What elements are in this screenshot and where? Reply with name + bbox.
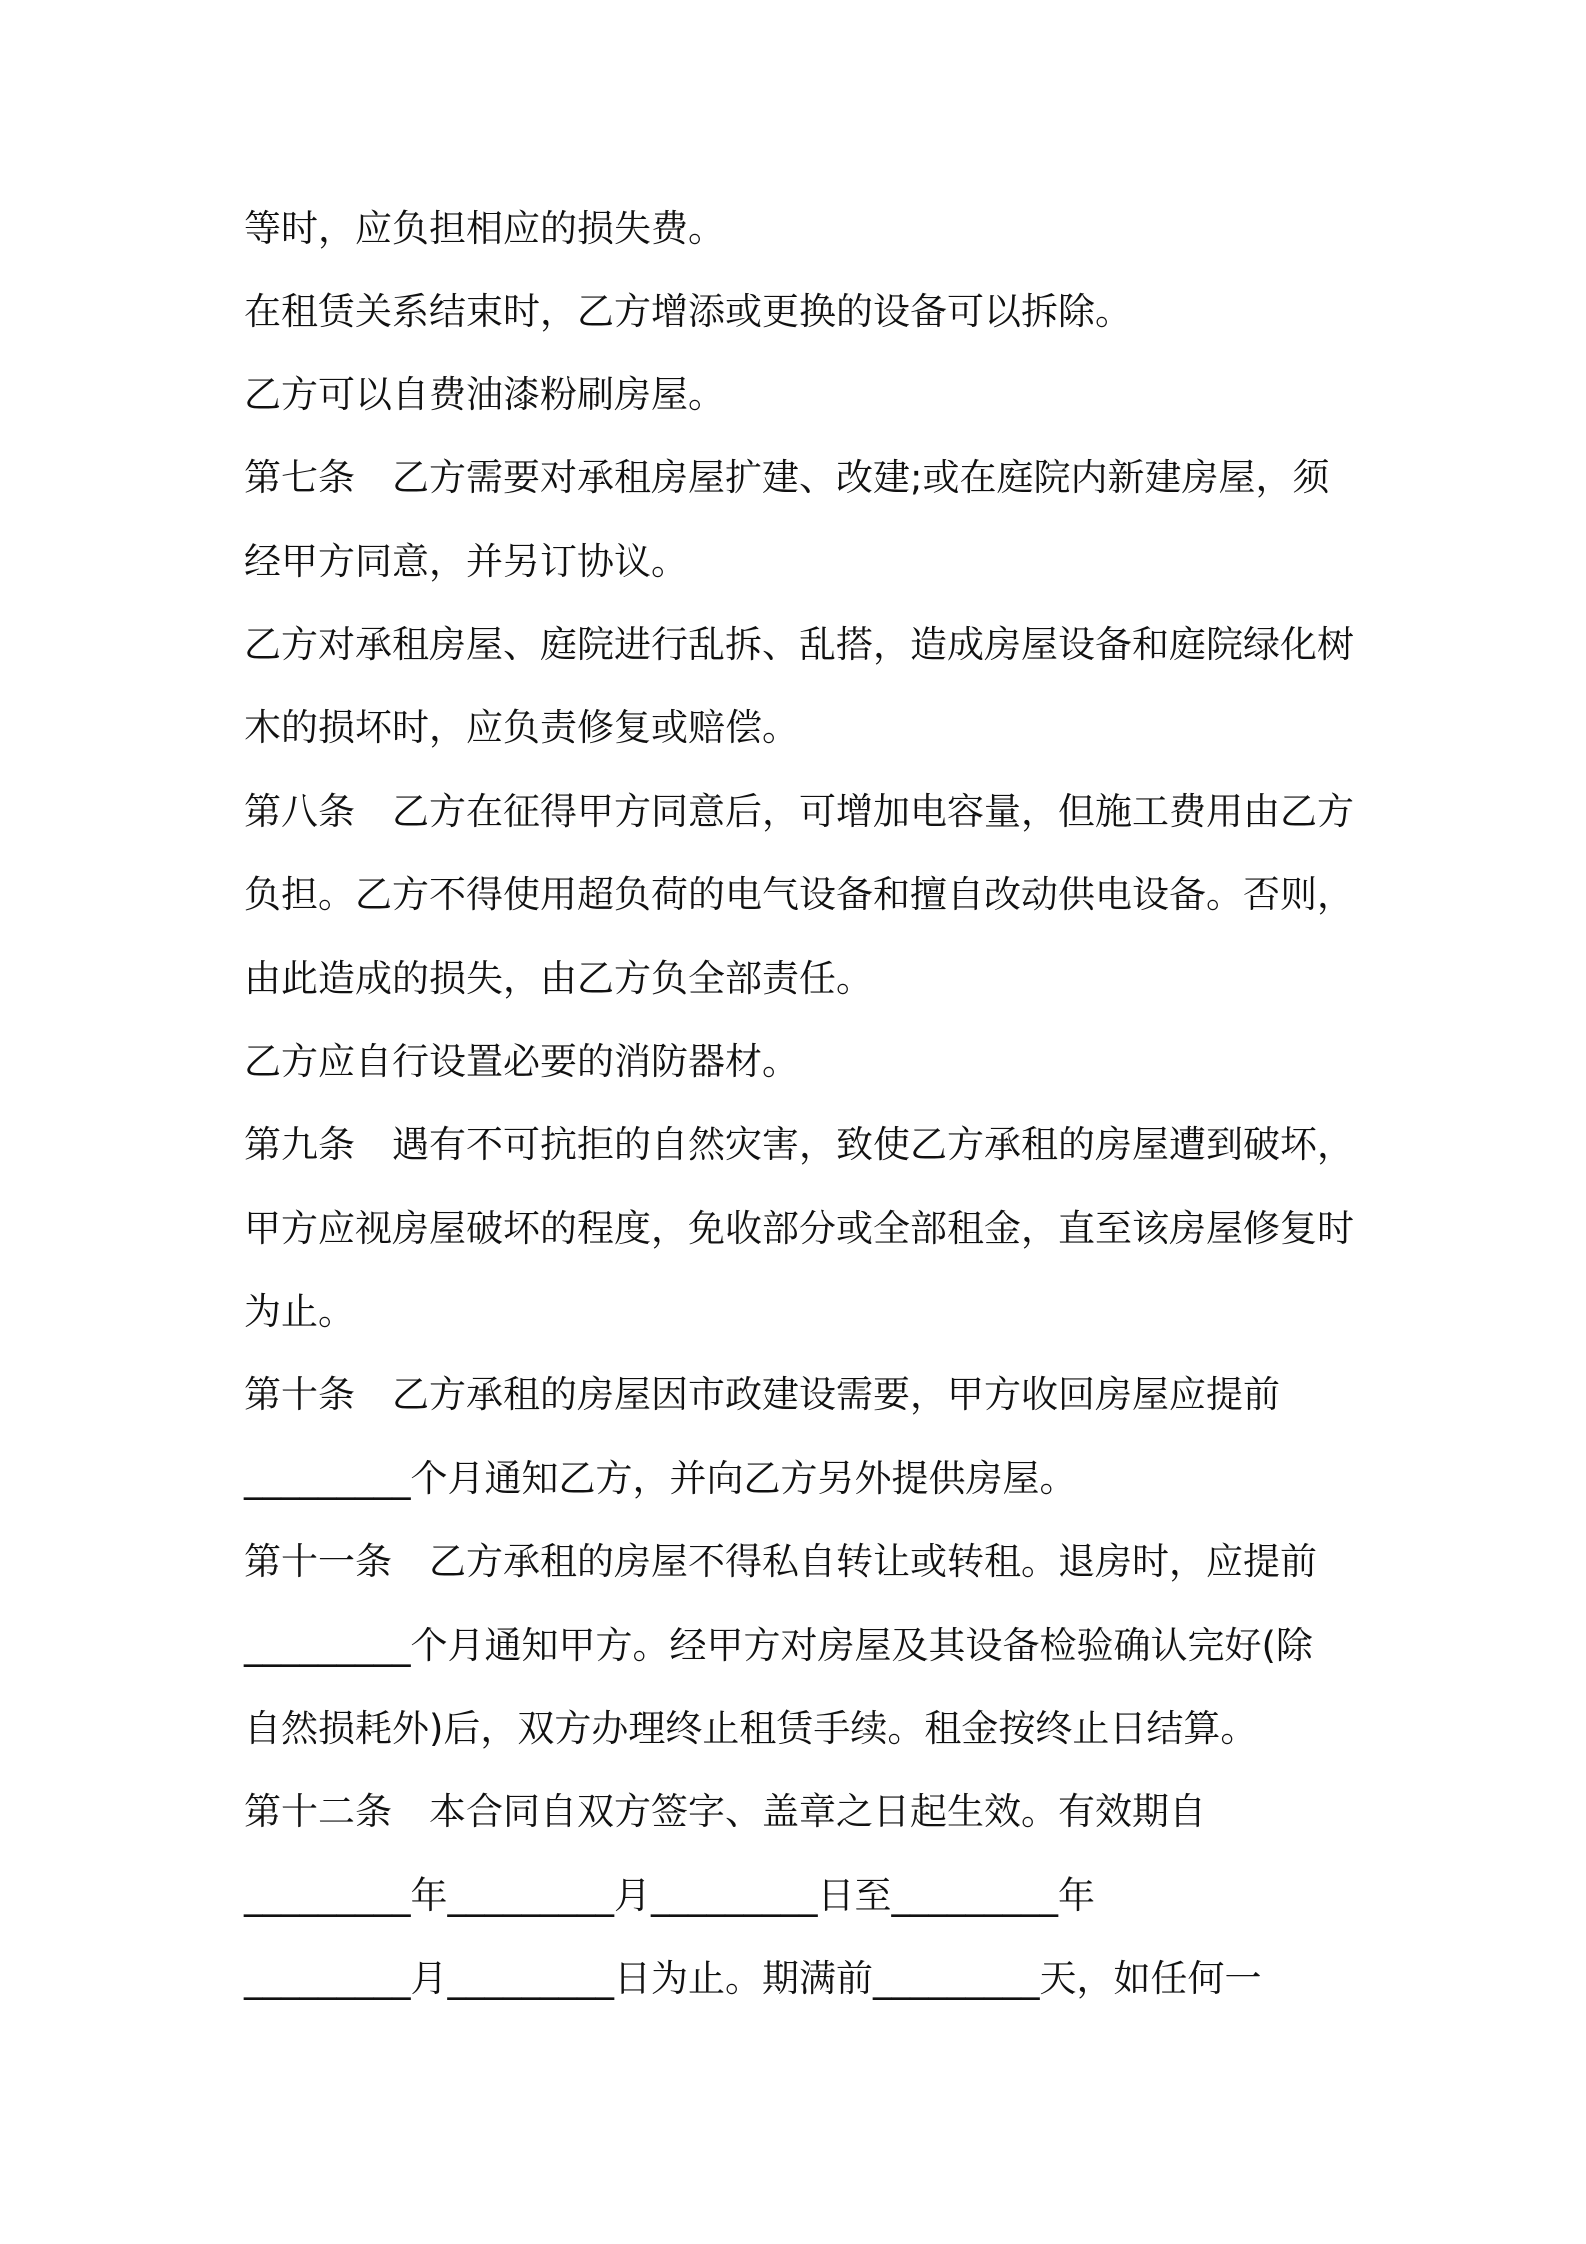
text-line: 第十条 乙方承租的房屋因市政建设需要，甲方收回房屋应提前 [244, 1373, 1280, 1416]
text-line: 第十一条 乙方承租的房屋不得私自转让或转租。退房时，应提前 [244, 1540, 1317, 1583]
text-line: 经甲方同意，并另订协议。 [244, 540, 688, 583]
text-line: 在租赁关系结束时，乙方增添或更换的设备可以拆除。 [244, 290, 1132, 333]
text-line: _________月_________日为止。期满前_________天，如任何一 [244, 1957, 1262, 2000]
text-line: _________年_________月_________日至_________年 [244, 1874, 1095, 1917]
text-line: _________个月通知乙方，并向乙方另外提供房屋。 [244, 1457, 1077, 1500]
text-line: 乙方对承租房屋、庭院进行乱拆、乱搭，造成房屋设备和庭院绿化树 [244, 623, 1354, 666]
text-line: 自然损耗外)后，双方办理终止租赁手续。租金按终止日结算。 [244, 1707, 1258, 1750]
text-line: 第八条 乙方在征得甲方同意后，可增加电容量，但施工费用由乙方 [244, 790, 1354, 833]
text-line: 乙方可以自费油漆粉刷房屋。 [244, 373, 725, 416]
text-line: 等时，应负担相应的损失费。 [244, 207, 725, 250]
text-line: 由此造成的损失，由乙方负全部责任。 [244, 957, 873, 1000]
text-line: 木的损坏时，应负责修复或赔偿。 [244, 706, 799, 749]
text-line: 第七条 乙方需要对承租房屋扩建、改建;或在庭院内新建房屋，须 [244, 456, 1330, 499]
text-line: 第十二条 本合同自双方签字、盖章之日起生效。有效期自 [244, 1790, 1206, 1833]
text-line: 负担。乙方不得使用超负荷的电气设备和擅自改动供电设备。否则， [244, 873, 1354, 916]
text-line: 乙方应自行设置必要的消防器材。 [244, 1040, 799, 1083]
text-line: 第九条 遇有不可抗拒的自然灾害，致使乙方承租的房屋遭到破坏， [244, 1123, 1354, 1166]
text-line: _________个月通知甲方。经甲方对房屋及其设备检验确认完好(除 [244, 1624, 1313, 1667]
text-line: 为止。 [244, 1290, 355, 1333]
text-line: 甲方应视房屋破坏的程度，免收部分或全部租金，直至该房屋修复时 [244, 1207, 1354, 1250]
